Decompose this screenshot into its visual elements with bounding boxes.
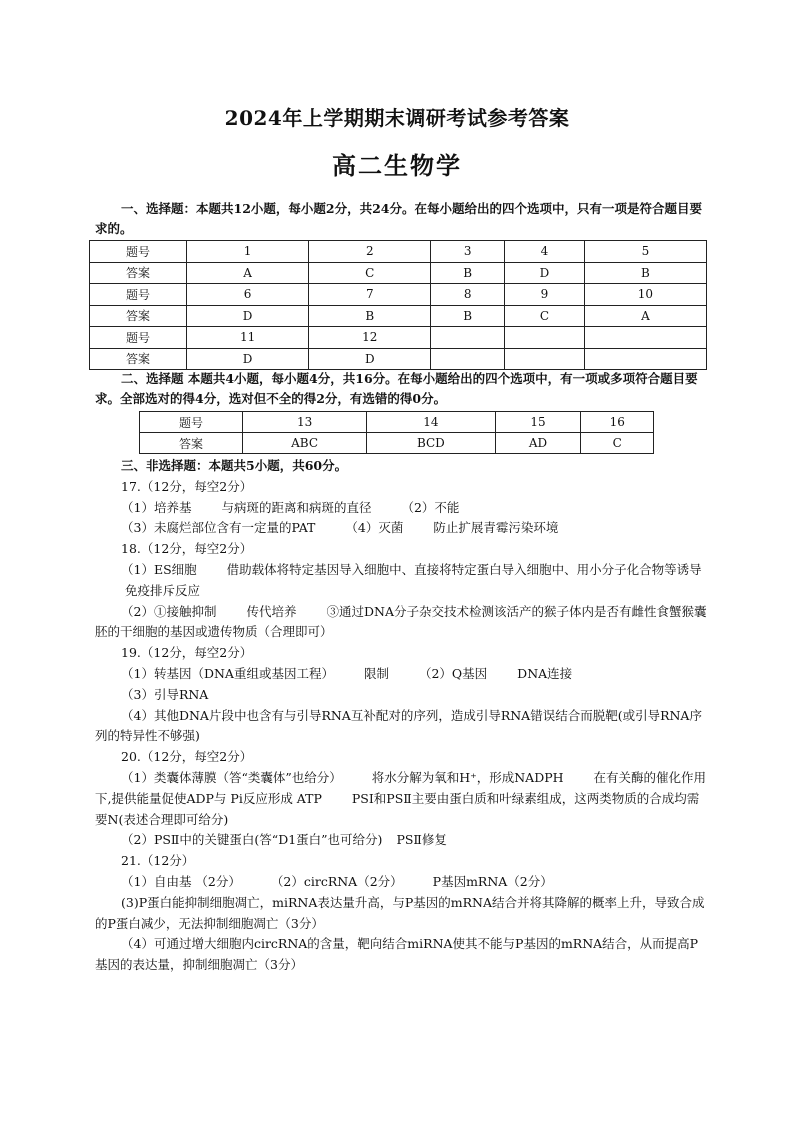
table1-row-label: 题号 — [90, 284, 187, 306]
table1-cell — [584, 348, 706, 370]
table2-cell: 15 — [495, 412, 581, 433]
table2-cell: AD — [495, 433, 581, 454]
q19-heading: 19.（12分，每空2分） — [121, 645, 253, 661]
q20-answer-4: PSⅠ和PSⅡ主要由蛋白质和叶绿素组成，这两类物质的合成均需要N(表述合理即可给分) — [95, 790, 700, 827]
table2-row — [140, 412, 654, 433]
q17-answer-1: （1）培养基 — [121, 499, 192, 515]
table1-row-label: 答案 — [90, 348, 187, 370]
table1-row-label: 题号 — [90, 241, 187, 263]
table1-row-label: 答案 — [90, 305, 187, 327]
table2-row-label: 题号 — [140, 412, 243, 433]
table2-cell: BCD — [367, 433, 495, 454]
q20-heading: 20.（12分，每空2分） — [121, 749, 253, 765]
q19-answer-2: 限制 — [363, 665, 389, 681]
table1-row-label: 答案 — [90, 262, 187, 284]
answer-table-2 — [139, 411, 654, 454]
table1-cell: D — [309, 348, 431, 370]
table1-cell: 11 — [187, 327, 309, 349]
q18-answer-2: 借助载体将特定基因导入细胞中、直接将特定蛋白导入细胞中、用小分子化合物等诱导 — [226, 561, 702, 577]
q19-line-1 — [95, 664, 707, 685]
table1-cell — [505, 348, 585, 370]
table1-row — [90, 327, 707, 349]
table1-cell: B — [431, 262, 505, 284]
q21-heading: 21.（12分） — [121, 853, 195, 869]
q17-answer-6: 防止扩展青霉污染环境 — [433, 520, 559, 536]
table1-row — [90, 348, 707, 370]
q20-answer-6: PSⅡ修复 — [396, 832, 447, 848]
table1-cell — [505, 327, 585, 349]
q17-line-2 — [95, 518, 707, 539]
q18-line-1 — [95, 560, 707, 602]
q17-heading: 17.（12分，每空2分） — [121, 478, 253, 494]
table1-cell: 12 — [309, 327, 431, 349]
q17-answer-3: （2）不能 — [401, 499, 460, 515]
table1-cell: B — [309, 305, 431, 327]
table1-cell: 5 — [584, 241, 706, 263]
table2-cell: 13 — [243, 412, 367, 433]
table1-cell: 9 — [505, 284, 585, 306]
q20-answer-3: 在有关酶的催化作用下,提供能量促使ADP与 Pi反应形成 ATP — [95, 769, 707, 806]
q19-line-2: （3）引导RNA — [121, 686, 209, 702]
table2-row-label: 答案 — [140, 433, 243, 454]
q19-line-3: （4）其他DNA片段中也含有与引导RNA互补配对的序列，造成引导RNA错误结合而脱靶(或引导RNA序列的特异性不够强) — [95, 707, 702, 744]
table1-cell: 10 — [584, 284, 706, 306]
table2-row — [140, 433, 654, 454]
table1-cell: 3 — [431, 241, 505, 263]
table1-cell: 6 — [187, 284, 309, 306]
table1-cell — [431, 327, 505, 349]
q20-answer-1: （1）类囊体薄膜（答“类囊体”也给分） — [121, 769, 342, 785]
table2-cell: 14 — [367, 412, 495, 433]
table1-cell: D — [187, 348, 309, 370]
table1-row — [90, 241, 707, 263]
q18-answer-1: （1）ES细胞 — [121, 561, 197, 577]
table1-cell: 8 — [431, 284, 505, 306]
q17-answer-5: （4）灭菌 — [345, 520, 404, 536]
q18-answer-4: （2）①接触抑制 — [121, 603, 217, 619]
q18-heading: 18.（12分，每空2分） — [121, 541, 253, 557]
q21-line-1 — [95, 872, 707, 893]
answer-table-1 — [89, 240, 707, 370]
q18-line-2 — [95, 602, 707, 644]
q21-answer-1: （1）自由基 （2分） — [121, 873, 241, 889]
table1-cell: 4 — [505, 241, 585, 263]
q20-answer-2: 将水分解为氧和H⁺，形成NADPH — [371, 769, 564, 785]
q17-answer-2: 与病斑的距离和病斑的直径 — [221, 499, 372, 515]
q20-line-2 — [95, 830, 707, 851]
table1-cell: C — [309, 262, 431, 284]
section-2-heading: 二、选择题 本题共4小题，每小题4分，共16分。在每小题给出的四个选项中，有一项或多项符合题目要求。全部选对的得4分，选对但不全的得2分，有选错的得0分。 — [95, 371, 698, 406]
section-3 — [95, 456, 707, 976]
page-title: 2024年上学期期末调研考试参考答案 — [224, 106, 570, 130]
q17-answer-4: （3）未腐烂部位含有一定量的PAT — [121, 520, 316, 536]
q21-line-2: (3)P蛋白能抑制细胞凋亡，miRNA表达量升高，与P基因的mRNA结合并将其降解的概率上升，导致合成的P蛋白减少，无法抑制细胞凋亡（3分） — [95, 894, 705, 931]
table1-cell: 2 — [309, 241, 431, 263]
table1-row — [90, 284, 707, 306]
table1-cell: D — [505, 262, 585, 284]
table1-row — [90, 262, 707, 284]
q19-answer-4: DNA连接 — [517, 665, 573, 681]
table1-cell: A — [187, 262, 309, 284]
q21-answer-3: P基因mRNA（2分） — [432, 873, 553, 889]
q18-answer-6: ③通过DNA分子杂交技术检测该活产的猴子体内是否有雌性食蟹猴囊胚的干细胞的基因或遗传物质（合理即可） — [95, 603, 707, 640]
q20-answer-5: （2）PSⅡ中的关键蛋白(答“D1蛋白”也可给分) — [121, 832, 383, 848]
table1-row — [90, 305, 707, 327]
q18-answer-5: 传代培养 — [246, 603, 297, 619]
table1-cell: 1 — [187, 241, 309, 263]
table2-cell: 16 — [581, 412, 654, 433]
section-1-heading: 一、选择题：本题共12小题，每小题2分，共24分。在每小题给出的四个选项中，只有一项是符合题目要求的。 — [95, 201, 702, 236]
q21-answer-2: （2）circRNA（2分） — [270, 873, 403, 889]
q20-line-1 — [95, 768, 707, 830]
table1-cell: 7 — [309, 284, 431, 306]
q18-answer-3: 免疫排斥反应 — [125, 582, 201, 598]
q19-answer-3: （2）Q基因 — [418, 665, 488, 681]
q17-line-1 — [95, 498, 707, 519]
page-subtitle: 高二生物学 — [332, 151, 462, 180]
q21-line-3: （4）可通过增大细胞内circRNA的含量，靶向结合miRNA使其不能与P基因的mRNA结合，从而提高P基因的表达量，抑制细胞凋亡（3分） — [95, 936, 699, 973]
table1-cell: D — [187, 305, 309, 327]
table2-cell: ABC — [243, 433, 367, 454]
table2-cell: C — [581, 433, 654, 454]
section-3-heading: 三、非选择题：本题共5小题，共60分。 — [121, 458, 348, 473]
table1-cell: B — [584, 262, 706, 284]
q19-answer-1: （1）转基因（DNA重组或基因工程） — [121, 665, 334, 681]
table1-row-label: 题号 — [90, 327, 187, 349]
table1-cell: B — [431, 305, 505, 327]
table1-cell — [584, 327, 706, 349]
table1-cell: C — [505, 305, 585, 327]
table1-cell — [431, 348, 505, 370]
table1-cell: A — [584, 305, 706, 327]
